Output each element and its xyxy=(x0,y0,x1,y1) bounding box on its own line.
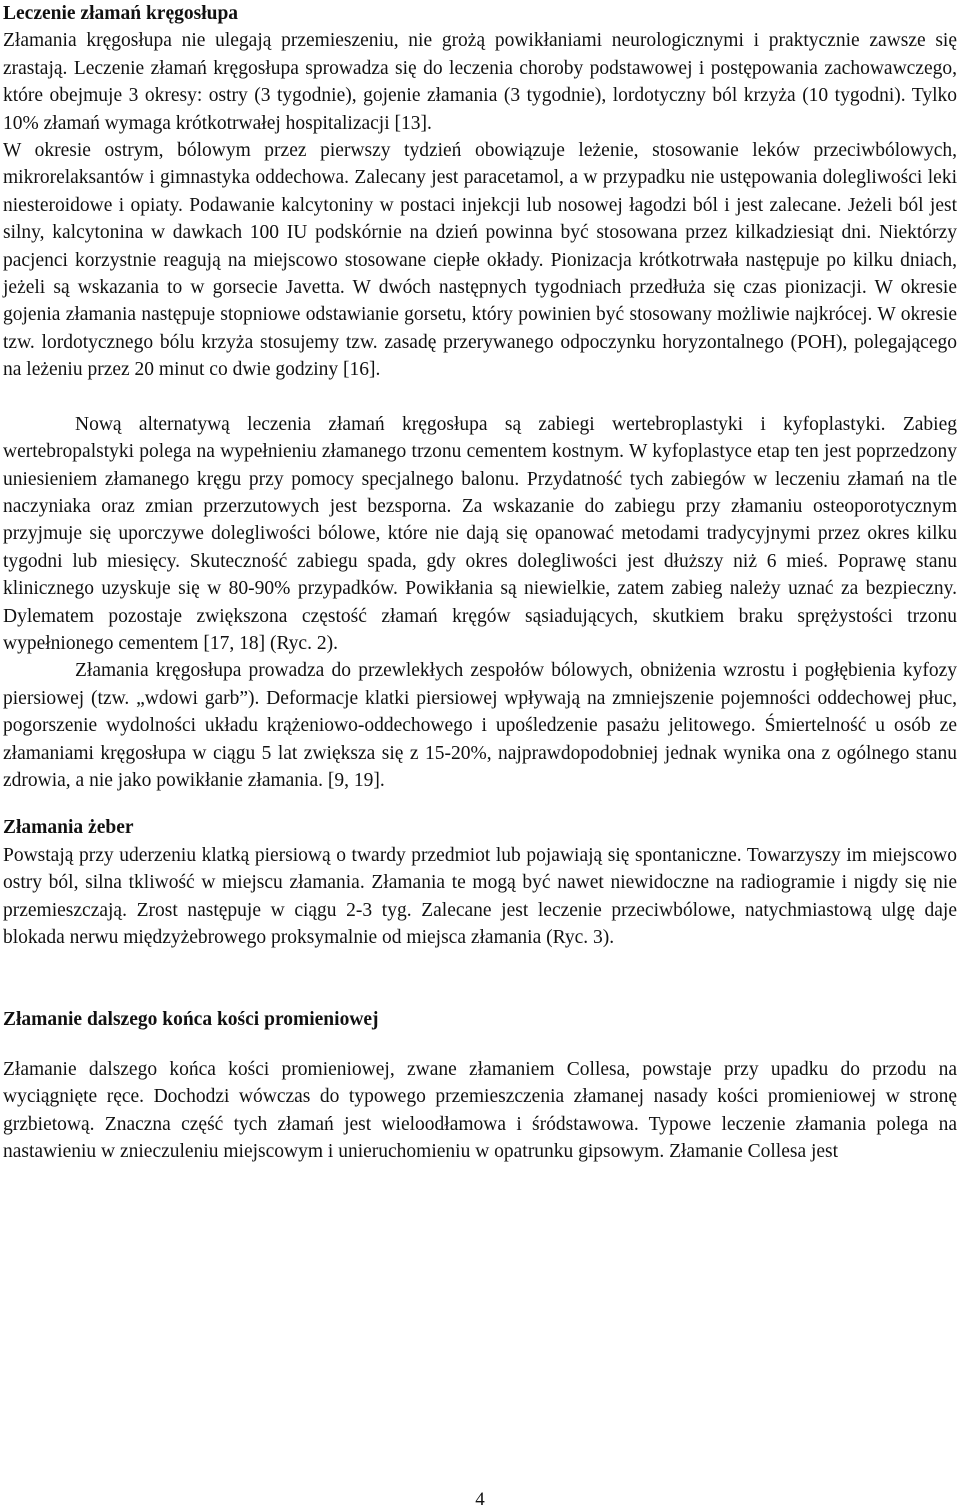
section-distal-radius-fracture xyxy=(3,1006,957,1165)
section-title-ribs: Złamania żeber xyxy=(3,817,134,839)
page-number: 4 xyxy=(475,1489,485,1510)
paragraph-spine-complications: Złamania kręgosłupa prowadza do przewlekłych zespołów bólowych, obniżenia wzrostu i pogłębienia kyfozy piersiowej (tzw. „wdowi garb”). Deformacje klatki piersiowej wpływają na zmniejszenie pojemności oddechowej płuc, pogorszenie wydolności układu krążeniowo-oddechowego i upośledzenie pasażu jelitowego. Śmiertelność u osób ze złamaniami kręgosłupa w ciągu 5 lat zwiększa się z 15-20%, najprawdopodobniej jednak wynika ona z ogólnego stanu zdrowia, a nie jako powikłanie złamania. [9, 19]. xyxy=(3,660,957,791)
section-title-spine: Leczenie złamań kręgosłupa xyxy=(3,3,239,24)
document-page xyxy=(3,0,957,1165)
section-rib-fractures xyxy=(3,814,957,951)
section-title-radius: Złamanie dalszego końca kości promieniowej xyxy=(3,1009,379,1031)
paragraph-spine-vertebroplasty: Nową alternatywą leczenia złamań kręgosłupa są zabiegi wertebroplastyki i kyfoplastyki. Zabieg wertebropalstyki polega na wypełnieniu złamanego trzonu cementem kostnym. W kyfoplastyce etap ten jest poprzedzony uniesieniem złamanego kręgu przy pomocy specjalnego balonu. Przydatność tych zabiegów w leczeniu złamań na tle naczyniaka oraz zmian przerzutowych jest bezsporna. Za wskazanie do zabiegu przy złamaniu osteoporotycznym przyjmuje się uporczywe dolegliwości bólowe, które nie dają się opanować metodami tradycyjnymi przez okres kilku tygodni lub miesięcy. Skuteczność zabiegu spada, gdy okres dolegliwości jest dłuższy niż 6 mieś. Poprawę stanu klinicznego uzyskuje się w 80-90% przypadków. Powikłania są niewielkie, zatem zabieg należy uznać za bezpieczny. Dylematem pozostaje zwiększona częstość złamań kręgów sąsiadujących, skutkiem braku sprężystości trzonu wypełnionego cementem [17, 18] (Ryc. 2). xyxy=(3,413,957,654)
paragraph-spine-intro: Złamania kręgosłupa nie ulegają przemieszeniu, nie grożą powikłaniami neurologicznymi i praktycznie zawsze się zrastają. Leczenie złamań kręgosłupa sprowadza się do leczenia choroby podstawowej i postępowania zachowawczego, które obejmuje 3 okresy: ostry (3 tygodnie), gojenie złamania (3 tygodnie), lordotyczny ból krzyża (10 tygodni). Tylko 10% złamań wymaga krótkotrwałej hospitalizacji [13]. xyxy=(3,30,957,134)
paragraph-spine-acute-period: W okresie ostrym, bólowym przez pierwszy tydzień obowiązuje leżenie, stosowanie leków przeciwbólowych, mikrorelaksantów i gimnastyka oddechowa. Zalecany jest paracetamol, a w przypadku nie ustępowania dolegliwości leki niesteroidowe i opiaty. Podawanie kalcytoniny w postaci injekcji lub nosowej łagodzi ból i jest zalecane. Jeżeli ból jest silny, kalcytonina w dawkach 100 IU podskórnie na dzień powinna być stosowana przez kilkadziesiąt dni. Niektórzy pacjenci korzystnie reagują na miejscowo stosowane ciepłe okłady. Pionizacja krótkotrwała następuje po kilku dniach, jeżeli są wskazania to w gorsecie Javetta. W dwóch następnych tygodniach przedłuża się czas pionizacji. W okresie gojenia złamania następuje stopniowe odstawianie gorsetu, który powinien być stosowany możliwie najkrócej. W okresie tzw. lordotycznego bólu krzyża stosujemy tzw. zasadę przerywanego odpoczynku horyzontalnego (POH), polegającego na leżeniu przez 20 minut co dwie godziny [16]. xyxy=(3,140,957,381)
paragraph-ribs: Powstają przy uderzeniu klatką piersiową o twardy przedmiot lub pojawiają się spontaniczne. Towarzyszy im miejscowo ostry ból, silna tkliwość w miejscu złamania. Złamania te mogą być nawet niewidoczne na radiogramie i nigdy się nie przemieszczają. Zrost następuje w ciągu 2-3 tyg. Zalecane jest leczenie przeciwbólowe, natychmiastową ulgę daje blokada nerwu międzyżebrowego proksymalnie od miejsca złamania (Ryc. 3). xyxy=(3,844,957,948)
section-spine-fracture-treatment xyxy=(3,0,957,794)
paragraph-radius: Złamanie dalszego końca kości promieniowej, zwane złamaniem Collesa, powstaje przy upadku do przodu na wyciągnięte ręce. Dochodzi wówczas do typowego przemieszczenia złamanej nasady kości promieniowej w stronę grzbietową. Znaczna część tych złamań jest wieloodłamowa i śródstawowa. Typowe leczenie złamania polega na nastawieniu w znieczuleniu miejscowym i unieruchomieniu w opatrunku gipsowym. Złamanie Collesa jest xyxy=(3,1058,957,1163)
